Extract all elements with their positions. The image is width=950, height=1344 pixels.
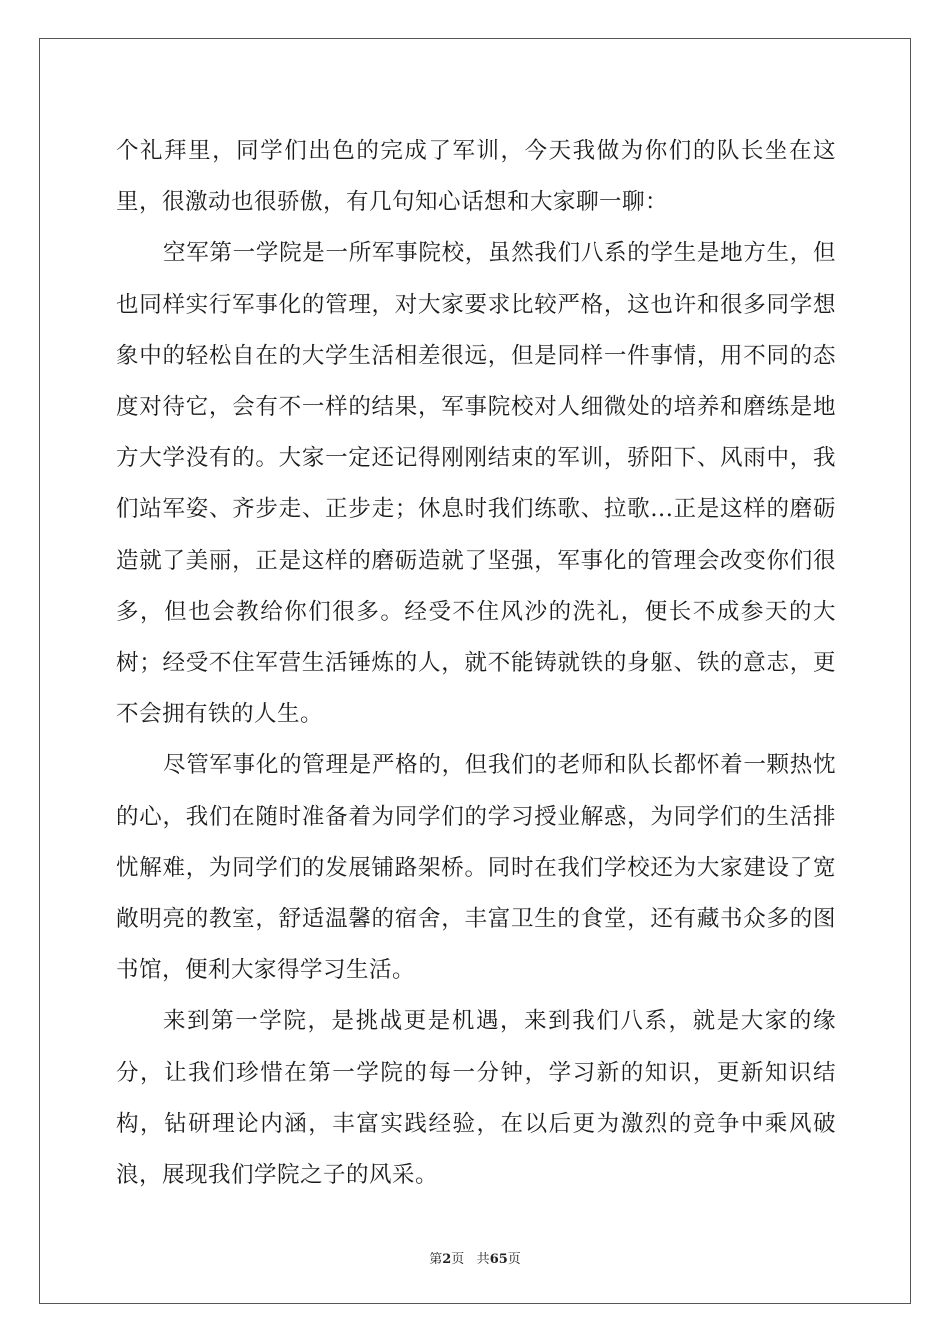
footer-page-prefix: 第 <box>429 1252 443 1267</box>
document-body <box>116 126 836 1201</box>
paragraph-2: 空军第一学院是一所军事院校，虽然我们八系的学生是地方生，但也同样实行军事化的管理，对大家要求比较严格，这也许和很多同学想象中的轻松自在的大学生活相差很远，但是同样一件事情，用不同的态度对待它，会有不一样的结果，军事院校对人细微处的培养和磨练是地方大学没有的。大家一定还记得刚刚结束的军训，骄阳下、风雨中，我们站军姿、齐步走、正步走；休息时我们练歌、拉歌...正是这样的磨砺造就了美丽，正是这样的磨砺造就了坚强，军事化的管理会改变你们很多，但也会教给你们很多。经受不住风沙的洗礼，便长不成参天的大树；经受不住军营生活锤炼的人，就不能铸就铁的身躯、铁的意志，更不会拥有铁的人生。 <box>116 240 836 728</box>
footer-total-prefix: 共 <box>476 1252 490 1267</box>
footer-page-suffix: 页 <box>451 1252 465 1267</box>
paragraph-3: 尽管军事化的管理是严格的，但我们的老师和队长都怀着一颗热忱的心，我们在随时准备着为同学们的学习授业解惑，为同学们的生活排忧解难，为同学们的发展铺路架桥。同时在我们学校还为大家建设了宽敞明亮的教室，舒适温馨的宿舍，丰富卫生的食堂，还有藏书众多的图书馆，便利大家得学习生活。 <box>116 752 836 984</box>
paragraph-1: 个礼拜里，同学们出色的完成了军训，今天我做为你们的队长坐在这里，很激动也很骄傲，有几句知心话想和大家聊一聊： <box>116 138 836 216</box>
footer-page-number: 2 <box>442 1252 452 1267</box>
footer-total-suffix: 页 <box>507 1252 521 1267</box>
paragraph-4: 来到第一学院，是挑战更是机遇，来到我们八系，就是大家的缘分，让我们珍惜在第一学院的每一分钟，学习新的知识，更新知识结构，钻研理论内涵，丰富实践经验，在以后更为激烈的竞争中乘风破浪，展现我们学院之子的风采。 <box>116 1008 836 1189</box>
footer-total-pages: 65 <box>489 1252 508 1267</box>
page-footer <box>0 1248 950 1267</box>
